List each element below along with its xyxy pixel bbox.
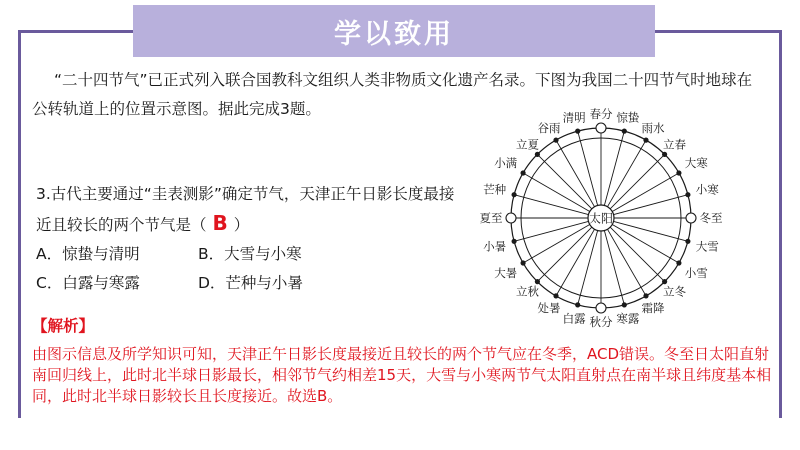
orbit-spoke (610, 227, 664, 281)
solar-term-label: 立夏 (516, 137, 539, 152)
solar-term-label: 小满 (494, 156, 518, 170)
earth-position-dot (622, 302, 627, 307)
earth-position-dot (643, 293, 648, 298)
earth-position-dot (676, 170, 681, 175)
earth-position-dot (575, 302, 580, 307)
solar-term-label: 雨水 (641, 120, 665, 135)
solar-term-label: 白露 (562, 311, 586, 326)
solar-term-label: 芒种 (483, 182, 507, 197)
solar-term-label: 夏至 (479, 211, 503, 225)
orbit-spoke (610, 154, 664, 208)
options-list (36, 240, 466, 298)
earth-position-dot (521, 170, 526, 175)
solar-term-label: 立冬 (663, 284, 686, 299)
earth-position-dot (676, 260, 681, 265)
analysis-block (32, 344, 780, 407)
earth-position-dot (512, 192, 517, 197)
solar-term-label: 处暑 (537, 301, 561, 316)
solar-term-label: 秋分 (589, 315, 613, 329)
solar-term-label: 小雪 (684, 266, 708, 280)
solar-term-label: 大暑 (494, 266, 518, 280)
earth-position-dot (535, 279, 540, 284)
earth-position-dot (643, 138, 648, 143)
solar-term-label: 惊蛰 (616, 110, 640, 125)
title-banner (133, 5, 655, 57)
solar-term-label: 立秋 (516, 284, 539, 299)
earth-position-dot (622, 129, 627, 134)
earth-position-dot (575, 129, 580, 134)
earth-position-dot (685, 192, 690, 197)
options-row-2 (36, 269, 466, 298)
earth-position-dot (553, 138, 558, 143)
header-rule-right (655, 30, 782, 33)
earth-position-dot (506, 213, 516, 223)
option-b[interactable]: B．大雪与小寒 (198, 245, 302, 263)
solar-term-label: 小寒 (695, 182, 719, 197)
page-title: 学以致用 (334, 18, 454, 50)
question-stem (36, 180, 456, 240)
question-stem-text: 3.古代主要通过“圭表测影”确定节气，天津正午日影长度最接近且较长的两个节气是（ (36, 185, 455, 234)
solar-term-label: 春分 (589, 107, 613, 121)
intro-text: “二十四节气”已正式列入联合国教科文组织人类非物质文化遗产名录。下图为我国二十四节气时地球在公转轨道上的位置示意图。据此完成3题。 (32, 71, 753, 118)
earth-position-dot (535, 152, 540, 157)
option-a[interactable]: A．惊蛰与清明 (36, 245, 140, 263)
earth-position-dot (596, 303, 606, 313)
earth-position-dot (512, 239, 517, 244)
solar-term-label: 冬至 (699, 211, 723, 225)
analysis-label: 【解析】 (32, 317, 95, 335)
solar-term-label: 立春 (663, 137, 686, 152)
frame-left-border (18, 30, 21, 418)
solar-term-label: 寒露 (616, 311, 640, 326)
solar-term-label: 大寒 (684, 156, 708, 170)
earth-position-dot (596, 123, 606, 133)
earth-position-dot (662, 152, 667, 157)
question-stem-close: ） (233, 216, 250, 234)
solar-term-label: 小暑 (483, 239, 507, 254)
question-text (36, 180, 456, 240)
orbit-spoke (537, 154, 591, 208)
options-row-1 (36, 240, 466, 269)
answer-mark: B (212, 211, 228, 235)
orbit-spoke (537, 227, 591, 281)
earth-position-dot (686, 213, 696, 223)
option-d[interactable]: D．芒种与小暑 (198, 274, 303, 292)
header-rule-left (18, 30, 133, 33)
option-c[interactable]: C．白露与寒露 (36, 274, 140, 292)
solar-term-label: 清明 (562, 110, 586, 125)
solar-term-label: 大雪 (695, 239, 719, 254)
sun-label: 太阳 (588, 211, 614, 226)
earth-position-dot (521, 260, 526, 265)
solar-term-label: 谷雨 (537, 120, 561, 135)
orbit-svg (470, 98, 732, 332)
solar-term-label: 霜降 (641, 301, 665, 316)
solar-terms-diagram (470, 98, 732, 332)
earth-position-dot (685, 239, 690, 244)
analysis-text: 由图示信息及所学知识可知，天津正午日影长度最接近且较长的两个节气应在冬季，ACD错误。冬至日太阳直射南回归线上，此时北半球日影最长，相邻节气约相差15天，大雪与小寒两节气太阳直射点在南半球且纬度基本相同，此时北半球日影较长且长度接近。故选B。 (32, 345, 772, 405)
earth-position-dot (553, 293, 558, 298)
earth-position-dot (662, 279, 667, 284)
